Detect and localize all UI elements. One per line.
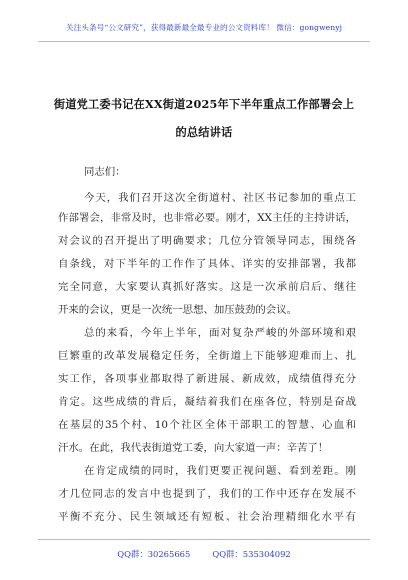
paragraph-line: 自条线，对下半年的工作作了具体、详实的安排部署，我都	[58, 258, 356, 270]
footer-qq-group-1: QQ群：30265665	[117, 549, 191, 559]
paragraph-line: 巨繁重的改革发展稳定任务，全街道上下能够迎难而上、扎	[58, 350, 356, 362]
document-title-line-1: 街道党工委书记在XX街道2025年下半年重点工作部署会上	[53, 97, 355, 111]
paragraph-line: 汗水。在此，我代表街道党工委，向大家道一声：辛苦了！	[58, 442, 329, 454]
paragraph-line: 完全同意，大家要认真抓好落实。这是一次承前启后、继往	[58, 281, 356, 293]
header-divider	[38, 41, 370, 42]
salutation: 同志们：	[84, 166, 126, 178]
paragraph-line: 今天，我们召开这次全街道村、社区书记参加的重点工	[84, 192, 356, 204]
document-title-line-2: 的总结讲话	[175, 125, 233, 139]
paragraph-line: 在基层的35个村、10个社区全体干部职工的智慧、心血和	[58, 419, 356, 431]
paragraph-line: 在肯定成绩的同时，我们更要正视问题、看到差距。刚	[84, 465, 356, 477]
footer-contacts	[0, 548, 408, 560]
paragraph-line: 才几位同志的发言中也提到了，我们的工作中还存在发展不	[58, 488, 356, 500]
footer-qq-group-2: QQ群：535304092	[212, 549, 291, 559]
paragraph-line: 肯定。这些成绩的背后，凝结着我们在座各位，特别是奋战	[58, 396, 356, 408]
paragraph-line: 作部署会，非常及时，也非常必要。刚才，XX主任的主持讲话，	[58, 212, 356, 224]
header-note: 关注头条号“公文研究”，获得最新最全最专业的公文资料库！ 微信：gongwenyj	[65, 23, 343, 32]
paragraph-line: 实工作，各项事业都取得了新进展、新成效，成绩值得充分	[58, 373, 356, 385]
paragraph-line: 对会议的召开提出了明确要求；几位分管领导同志，围绕各	[58, 235, 356, 247]
footer-divider	[38, 539, 370, 540]
paragraph-line: 总的来看，今年上半年，面对复杂严峻的外部环境和艰	[84, 327, 356, 339]
paragraph-line: 开来的会议，更是一次统一思想、加压鼓劲的会议。	[58, 304, 297, 316]
paragraph-line: 平衡不充分、民生领域还有短板、社会治理精细化水平有	[58, 511, 356, 523]
